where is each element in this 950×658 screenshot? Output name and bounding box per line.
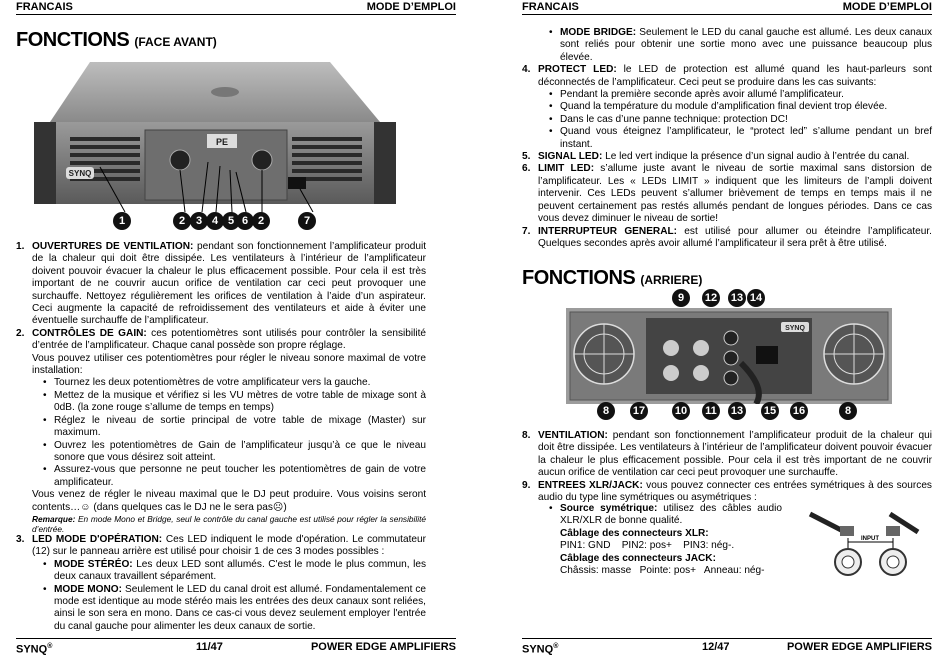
callout-badge: 6 xyxy=(236,212,254,230)
callout-badge: 2 xyxy=(173,212,191,230)
header-title: MODE D’EMPLOI xyxy=(366,1,456,13)
list-item: 1. OUVERTURES DE VENTILATION: pendant son fonctionnement l’amplificateur produit de la chaleur qui doit être dissipée. Les ventilateurs à l’intérieur de l’amplificateur doivent pouvoir évacuer la chaleur le plus efficacement possible. Pour cela il est très important de ne couvrir aucun orifice de ventilation car ceci peut provoquer une surchauffe. Nettoyez régulièrement les orifices de ventilation à l’aide d’un aspirateur. Ceci augmente la capacité de refroidissement des ventilateurs et aide à éviter une éventuelle surchauffe de l’amplificateur. xyxy=(16,241,427,327)
section-subtitle: (FACE AVANT) xyxy=(134,35,217,49)
section-title: FONCTIONS xyxy=(522,267,636,289)
bullet-item: • MODE MONO: Seulement le LED du canal droit est allumé. Fondamentalement ce mode est identique au mode stéréo mais les entrées des deux canaux sont reliées, ainsi le son sera en mono. Dans ce cas-ci vous devez seulement employer l'entrée du canal gauche pour alimenter les deux canaux de sortie. xyxy=(16,584,426,634)
page-number: 11/47 xyxy=(196,641,223,653)
callout-badge: 8 xyxy=(839,402,857,420)
front-functions-continued xyxy=(522,27,932,250)
callout-badge: 13 xyxy=(728,289,746,307)
callout-badge: 2 xyxy=(252,212,270,230)
header-language: FRANCAIS xyxy=(522,1,579,13)
remark: Remarque: En mode Mono et Bridge, seul le contrôle du canal gauche est utilisé pour régler la sensibilité d’entrée. xyxy=(32,513,426,534)
list-item: 7. INTERRUPTEUR GENERAL: est utilisé pour allumer ou éteindre l’amplificateur. Quelques secondes après avoir allumé l’amplificateur il sera prêt à être utilisé. xyxy=(522,225,932,249)
paragraph: Vous venez de régler le niveau maximal que le DJ peut produire. Vous voisins seront contents…☺ (dans quelques cas le DJ ne le sera pas☹) xyxy=(32,489,426,513)
xlr-wiring-pins: PIN1: GND PIN2: pos+ PIN3: nég-. xyxy=(560,540,735,552)
callout-badge: 15 xyxy=(761,402,779,420)
brand-logo: SYNQ xyxy=(785,325,805,332)
list-item: 2. CONTRÔLES DE GAIN: ces potentiomètres sont utilisés pour contrôler la sensibilité d’entrée de l’amplificateur. Chaque canal possède son propre réglage. xyxy=(16,327,426,352)
section-subtitle: (ARRIERE) xyxy=(640,273,703,287)
callout-badge: 16 xyxy=(790,402,808,420)
callout-badge: 14 xyxy=(747,289,765,307)
section-title: FONCTIONS xyxy=(16,29,130,51)
list-item: 6. LIMIT LED: s’allume juste avant le niveau de sortie maximal sans distorsion de l’amplificateur. Les « LEDs LIMIT » indiquent que les limiteurs de l’ampli doivent intervenir. Ces LEDs peuvent s’allumer brièvement de temps en temps mais il ne peuvent certainement pas restés allumés pendant de longues périodes. Dans ce cas vous devez diminuer le niveau de sortie! xyxy=(522,163,933,225)
page-footer xyxy=(522,638,932,655)
callout-badge: 10 xyxy=(672,402,690,420)
bullet-item: • Dans le cas d’une panne technique: protection DC! xyxy=(522,114,932,126)
bullet-item: • Mettez de la musique et vérifiez si les VU mètres de votre table de mixage sont à 0dB. (la zone rouge s’allume de temps en temps) xyxy=(16,390,426,415)
bullet-item: • MODE STÉRÉO: Les deux LED sont allumés. C'est le mode le plus commun, les deux canaux travaillent séparément. xyxy=(16,559,426,584)
bullet-item: • Quand la température du module d’amplification final devient trop élevée. xyxy=(522,101,932,113)
footer-product: POWER EDGE AMPLIFIERS xyxy=(786,641,932,653)
bullet-item: • Assurez-vous que personne ne peut toucher les potentiomètres de gain de votre amplificateur. xyxy=(16,464,426,489)
bullet-item: • MODE BRIDGE: Seulement le LED du canal gauche est allumé. Les deux canaux sont reliés pour obtenir une sortie mono avec une puissance beaucoup plus élevée. xyxy=(522,27,932,64)
bullet-item: • Ouvrez les potentiomètres de Gain de l’amplificateur jusqu’à ce que le niveau sonore que vous désirez soit atteint. xyxy=(16,440,426,465)
list-item: 4. PROTECT LED: le LED de protection est allumé quand les haut-parleurs sont déconnectés de l’amplificateur. Ceci peut se produire dans les cas suivants: xyxy=(522,64,932,88)
right-page xyxy=(522,0,932,654)
input-label: INPUT xyxy=(861,536,879,542)
callout-badge: 12 xyxy=(702,289,720,307)
callout-badge: 8 xyxy=(597,402,615,420)
list-item: 8. VENTILATION: pendant son fonctionnement l’amplificateur produit de la chaleur qui doit être dissipée. Les ventilateurs à l’intérieur de l’amplificateur doivent pouvoir évacuer la chaleur le plus efficacement possible. Pour cela il est très important de ne couvrir aucun orifice de ventilation car ceci peut provoquer une surchauffe. xyxy=(522,430,932,479)
rear-functions-text xyxy=(522,430,932,504)
amplifier-rear-image xyxy=(566,308,892,404)
callout-badge: 7 xyxy=(298,212,316,230)
callout-badge: 9 xyxy=(672,289,690,307)
callout-badge: 11 xyxy=(702,402,720,420)
bullet-item: • Réglez le niveau de sortie principal de votre table de mixage (Master) sur maximum. xyxy=(16,415,426,440)
footer-product: POWER EDGE AMPLIFIERS xyxy=(310,641,456,653)
xlr-wiring-title: Câblage des connecteurs XLR: xyxy=(560,527,709,539)
callout-badge: 1 xyxy=(113,212,131,230)
bullet-item: • Tournez les deux potentiomètres de votre amplificateur vers la gauche. xyxy=(16,377,426,389)
list-item: 3. LED MODE D'OPÉRATION: Ces LED indiquent le mode d'opération. Le commutateur (12) sur le panneau arrière est utilisé pour choisir 1 de ces 3 modes possibles : xyxy=(16,533,426,558)
callout-badge: 3 xyxy=(190,212,208,230)
header-language: FRANCAIS xyxy=(16,1,73,13)
model-logo: PE xyxy=(215,137,229,147)
callout-badge: 4 xyxy=(206,212,224,230)
callout-badge: 17 xyxy=(630,402,648,420)
bullet-item: • Source symétrique: utilisez des câbles audio XLR/XLR de bonne qualité. xyxy=(522,503,782,528)
list-item: 5. SIGNAL LED: Le led vert indique la présence d’un signal audio à l’entrée du canal. xyxy=(522,151,910,163)
bullet-item: • Quand vous éteignez l’amplificateur, le “protect led” s’allume pendant un bref instant. xyxy=(522,126,932,151)
xlr-input-diagram xyxy=(800,504,932,584)
page-header xyxy=(16,0,456,15)
jack-wiring-title: Câblage des connecteurs JACK: xyxy=(560,552,716,564)
left-page xyxy=(16,0,456,654)
amplifier-front-image xyxy=(30,52,400,212)
callout-badge: 5 xyxy=(222,212,240,230)
list-item: 9. ENTREES XLR/JACK: vous pouvez connecter ces entrées symétriques à des sources audio du type line symétriques ou asymétriques : xyxy=(522,479,932,504)
brand-logo: SYNQ xyxy=(68,169,92,178)
section-title-front xyxy=(16,29,217,52)
paragraph: Vous pouvez utiliser ces potentiomètres pour régler le niveau sonore maximal de votre installation: xyxy=(32,352,426,377)
callout-badge: 13 xyxy=(728,402,746,420)
page-footer xyxy=(16,638,456,655)
footer-brand: SYNQ® xyxy=(522,643,559,656)
footer-brand: SYNQ® xyxy=(16,643,53,656)
front-functions-text xyxy=(16,241,426,633)
section-title-rear xyxy=(522,267,702,290)
xlr-jack-wiring xyxy=(522,503,782,577)
page-header xyxy=(522,0,932,15)
page-number: 12/47 xyxy=(702,641,730,653)
jack-wiring-pins: Châssis: masse Pointe: pos+ Anneau: nég- xyxy=(560,565,765,577)
header-title: MODE D’EMPLOI xyxy=(842,1,932,13)
bullet-item: • Pendant la première seconde après avoir allumé l’amplificateur. xyxy=(522,89,932,101)
